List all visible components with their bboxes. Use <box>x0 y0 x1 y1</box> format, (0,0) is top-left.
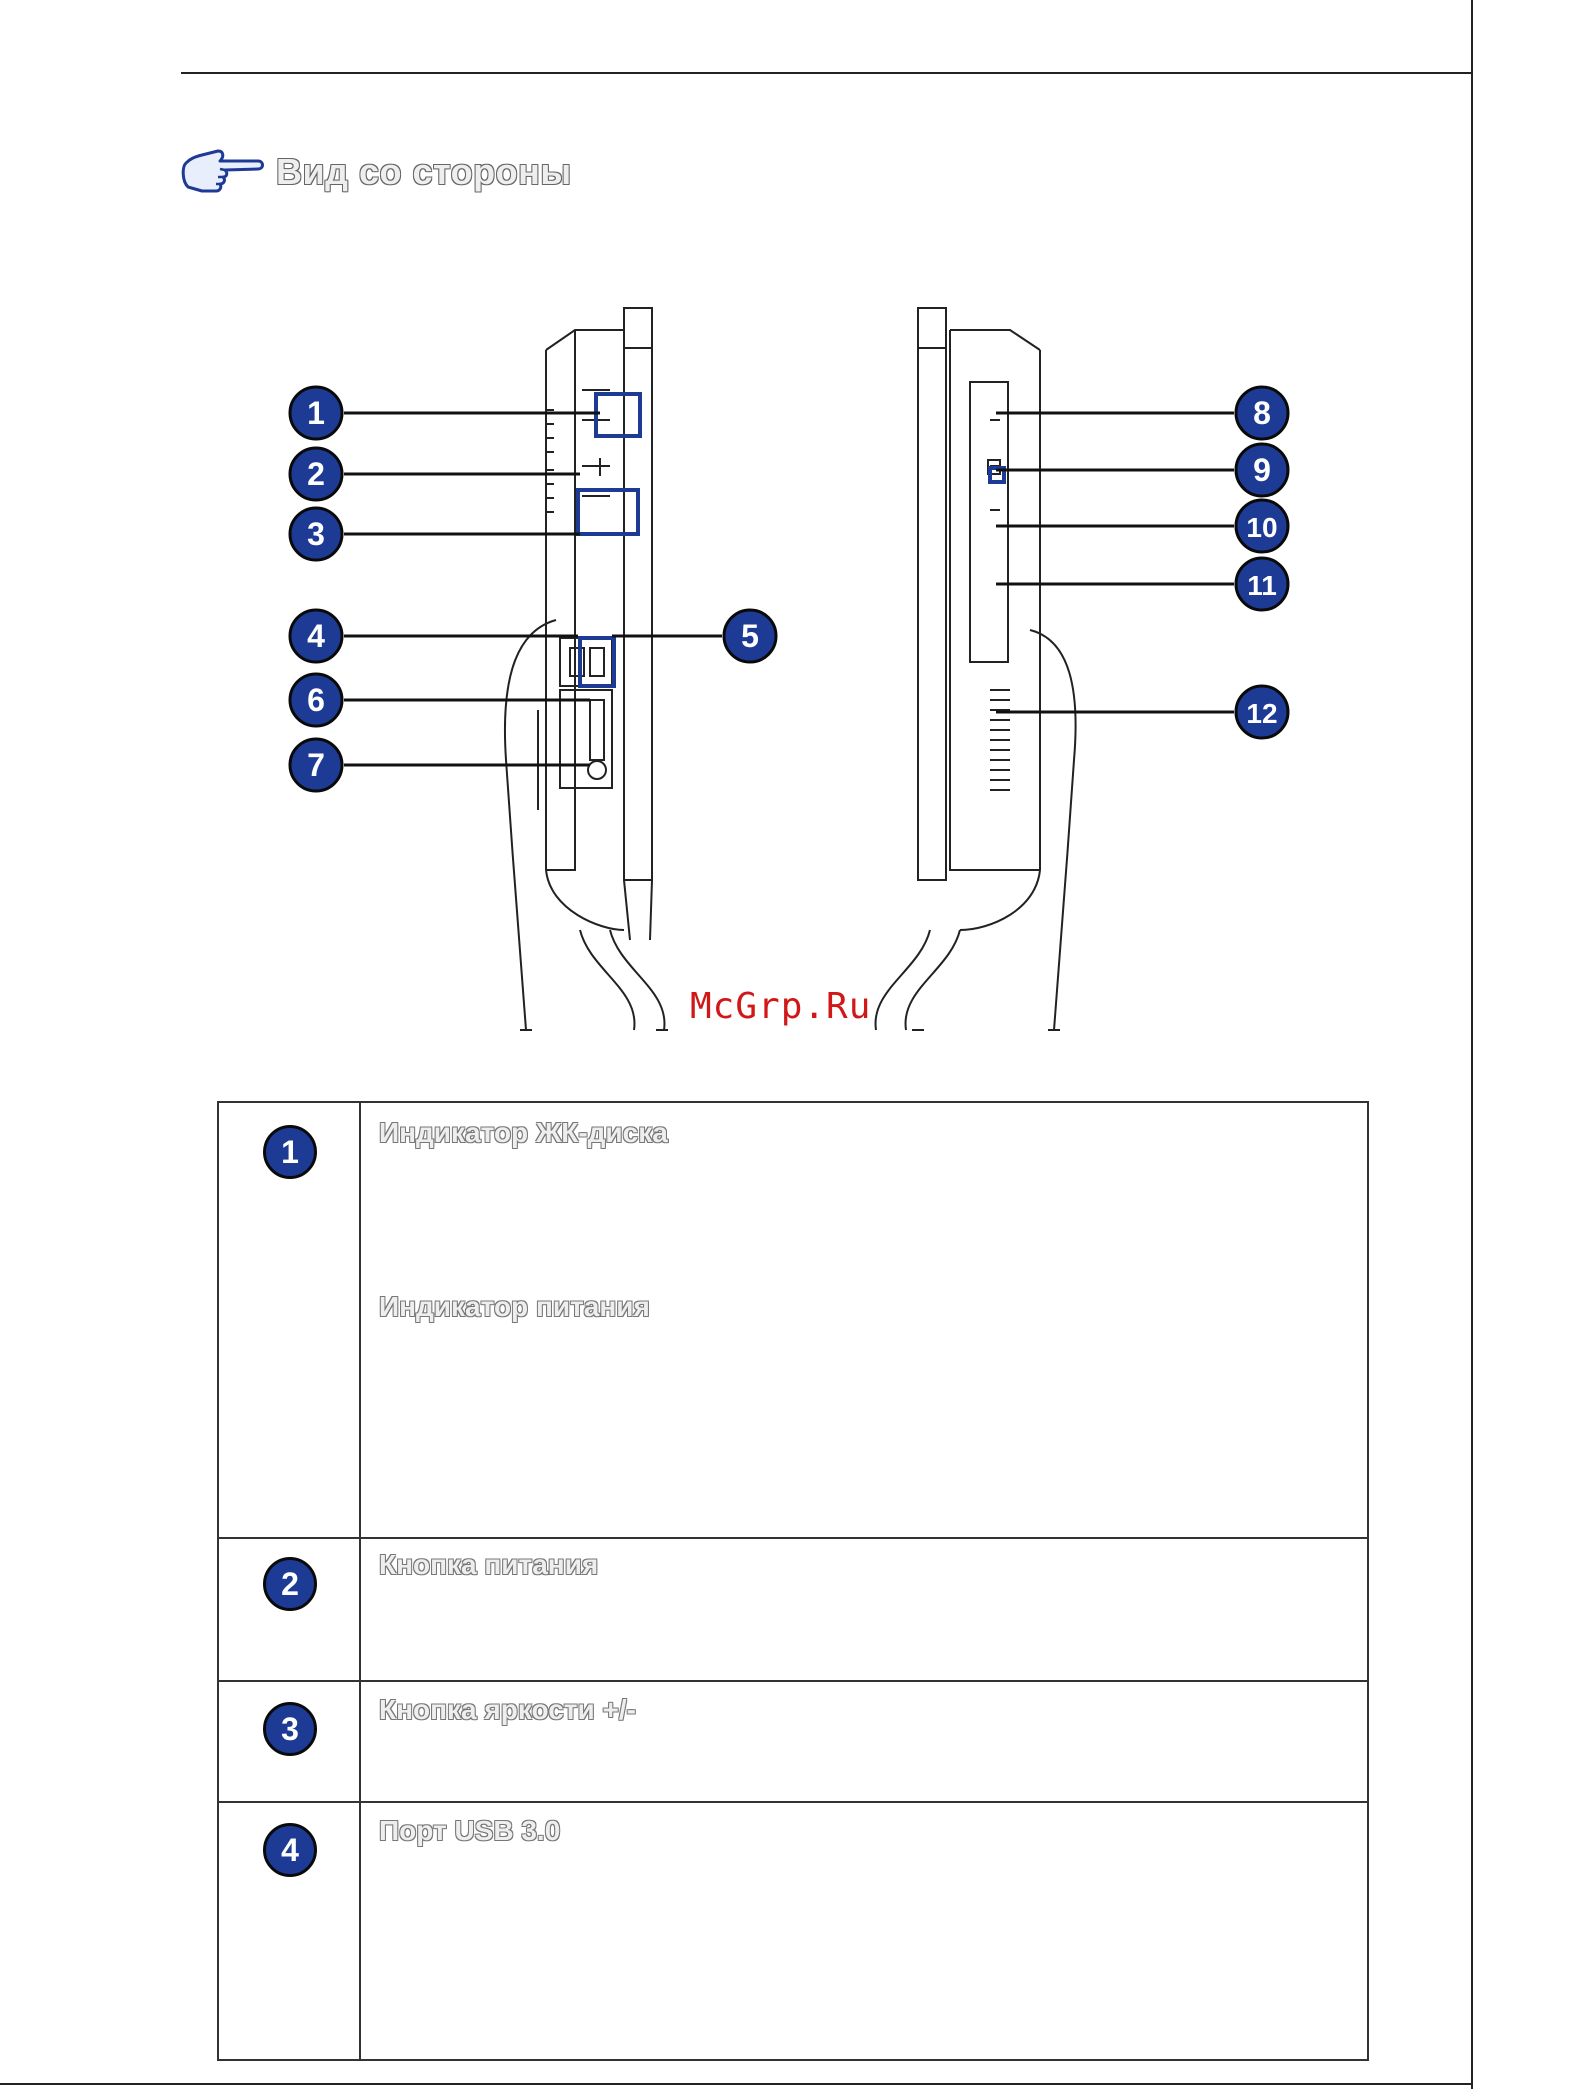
row-label: Индикатор питания <box>379 1291 650 1322</box>
table-row <box>219 1680 1367 1801</box>
left-side-device <box>505 308 668 1030</box>
number-cell <box>219 1682 361 1801</box>
table-row <box>219 1103 1367 1537</box>
callout-10-label: 10 <box>1246 512 1278 543</box>
row-label: Индикатор ЖК-диска <box>379 1117 668 1148</box>
description-table <box>217 1101 1369 2061</box>
callout-6-label: 6 <box>307 682 325 718</box>
callout-7-label: 7 <box>307 747 325 783</box>
section-heading <box>180 142 572 202</box>
callout-5-label: 5 <box>741 618 759 654</box>
row-number-badge: 2 <box>263 1557 317 1611</box>
callout-9-label: 9 <box>1253 452 1271 488</box>
table-row <box>219 1801 1367 2059</box>
header-rule <box>181 72 1472 74</box>
number-cell <box>219 1103 361 1537</box>
row-number-badge: 3 <box>263 1702 317 1756</box>
number-cell <box>219 1539 361 1680</box>
table-row <box>219 1537 1367 1680</box>
pointing-hand-icon <box>180 147 266 197</box>
callout-8-label: 8 <box>1253 395 1271 431</box>
callout-4-label: 4 <box>307 618 325 654</box>
row-number-badge: 4 <box>263 1823 317 1877</box>
number-cell <box>219 1803 361 2059</box>
section-title: Вид со стороны <box>276 151 572 192</box>
row-label: Порт USB 3.0 <box>379 1815 561 1846</box>
row-label: Кнопка яркости +/- <box>379 1694 636 1725</box>
callout-2-label: 2 <box>307 456 325 492</box>
right-side-device <box>876 308 1076 1030</box>
row-number-badge: 1 <box>263 1125 317 1179</box>
callout-1-label: 1 <box>307 395 325 431</box>
callout-11-label: 11 <box>1247 570 1277 601</box>
row-label: Кнопка питания <box>379 1549 599 1580</box>
side-view-diagram <box>0 290 1473 1080</box>
callout-12-label: 12 <box>1246 698 1278 729</box>
footer-rule <box>0 2083 1473 2085</box>
watermark: McGrp.Ru <box>690 986 872 1027</box>
callout-3-label: 3 <box>307 516 325 552</box>
